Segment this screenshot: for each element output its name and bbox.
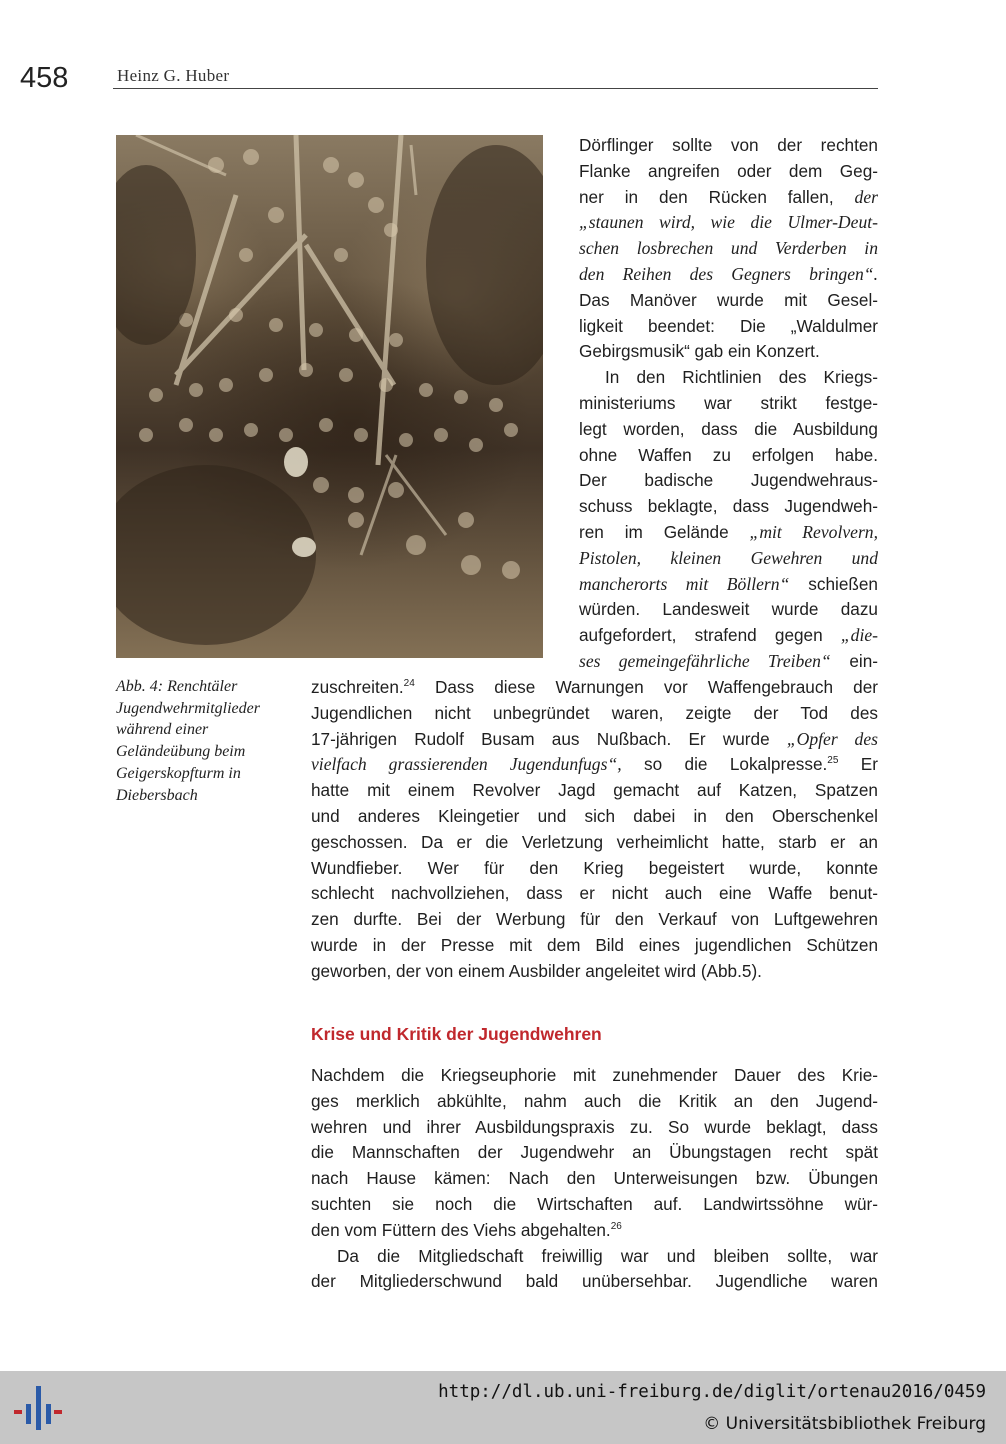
text-segment: ren im Gelände [579,521,729,542]
text-line: Nachdem die Kriegseuphorie mit zunehmender Dauer des Krie- [311,1065,878,1085]
ub-freiburg-logo-icon [12,1384,64,1432]
caption-line: Diebersbach [116,786,198,804]
text-line: schlecht nachvollziehen, dass er nicht auch eine Waffe benut- [311,883,878,904]
text-segment: aufgefordert, strafend gegen [579,625,823,646]
text-line: zen durfte. Bei der Werbung für den Verkauf von Luftgewehren [311,909,878,930]
footnote-ref: 24 [403,678,415,689]
text-line: Wundfieber. Wer für den Krieg begeistert wurde, konnte [311,857,878,878]
footer-copyright: © Universitätsbibliothek Freiburg [703,1414,986,1434]
text-segment: ner in den Rücken fallen, [579,186,834,207]
header-rule [113,88,878,89]
text-line: schuss beklagte, dass Jugendweh- [579,496,878,517]
text-line [311,675,878,701]
text-line: geworben, der von einem Ausbilder angeleitet wird (Abb.5). [311,960,762,981]
footer-url-link[interactable]: http://dl.ub.uni-freiburg.de/diglit/ortenau2016/0459 [438,1382,986,1402]
quote-line: schen losbrechen und Verderben in [579,238,878,259]
text-segment: ein- [849,650,878,671]
quote-line: „staunen wird, wie die Ulmer-Deut- [579,212,878,233]
quote-text: ses gemeingefährliche Treiben“ [579,650,831,671]
text-line: würden. Landesweit wurde dazu [579,599,878,620]
text-line: Das Manöver wurde mit Gesel- [579,289,878,310]
footnote-ref: 25 [827,755,839,767]
text-line [579,185,878,211]
quote-text: vielfach grassierenden Jugendunfugs“, [311,754,622,775]
page-number: 458 [20,62,69,94]
text-segment: 17-jährigen Rudolf Busam aus Nußbach. Er wurde [311,728,770,749]
text-line: die Mannschaften der Jugendwehr an Übungstagen recht spät [311,1142,878,1163]
text-line [579,572,878,598]
text-line [311,1218,878,1244]
text-line: ges merklich abkühlte, nahm auch die Kritik an den Jugend- [311,1090,878,1111]
figure-photo [116,135,543,658]
text-line: wurde in der Presse mit dem Bild eines jugendlichen Schützen [311,934,878,955]
text-line: In den Richtlinien des Kriegs- [605,367,878,388]
text-line: suchten sie noch die Wirtschaften auf. Landwirtssöhne wür- [311,1193,878,1214]
footnote-ref: 26 [610,1220,622,1232]
body-column-section [311,1063,878,1295]
text-segment: zuschreiten. [311,677,404,697]
caption-line: Jugendwehrmitglieder [116,699,260,717]
text-line [579,649,878,675]
text-line: Gebirgsmusik“ gab ein Konzert. [579,341,820,362]
quote-text: der [854,186,878,207]
quote-text: „mit Revolvern, [749,521,878,542]
text-line: hatte mit einem Revolver Jagd gemacht auf Katzen, Spatzen [311,780,878,801]
text-line: Dörflinger sollte von der rechten [579,135,878,155]
caption-line: während einer [116,721,209,739]
caption-line: Geigerskopfturm in [116,764,241,782]
text-line [579,623,878,649]
text-segment: Er [860,754,878,775]
text-line: wehren und ihrer Ausbildungspraxis zu. So wurde beklagt, dass [311,1116,878,1137]
text-line [311,752,878,778]
quote-text: „Opfer des [786,728,878,749]
text-line: und anderes Kleingetier und sich dabei in den Oberschenkel [311,805,878,826]
body-column-wide [311,675,878,985]
body-column-narrow [579,133,878,675]
caption-line: Abb. 4: Renchtäler [116,678,238,695]
historical-group-photo-icon [116,135,543,658]
text-line: ligkeit beendet: Die „Waldulmer [579,315,878,336]
quote-line: Pistolen, kleinen Gewehren und [579,547,878,568]
text-segment: den vom Füttern des Viehs abgehalten. [311,1219,611,1240]
text-line: Da die Mitgliedschaft freiwillig war und bleiben sollte, war [337,1245,878,1266]
text-line: nach Hause kämen: Nach den Unterweisungen bzw. Übungen [311,1168,878,1189]
quote-line: den Reihen des Gegners bringen“. [579,263,878,284]
quote-text: mancherorts mit Böllern“ [579,573,790,594]
section-heading: Krise und Kritik der Jugendwehren [311,1024,602,1044]
text-line: Jugendlichen nicht unbegründet waren, zeigte der Tod des [311,702,878,723]
text-line [579,520,878,546]
text-line: der Mitgliederschwund bald unübersehbar. Jugendliche waren [311,1271,878,1292]
running-head: Heinz G. Huber [117,66,230,85]
figure-caption [116,676,286,806]
text-line: ministeriums war strikt festge- [579,392,878,413]
quote-text: „die- [840,625,878,646]
text-line: Flanke angreifen oder dem Geg- [579,160,878,181]
text-line [311,727,878,753]
text-line: Der badische Jugendwehraus- [579,470,878,491]
text-segment: so die Lokalpresse. [644,754,828,775]
text-line: legt worden, dass die Ausbildung [579,418,878,439]
text-line: geschossen. Da er die Verletzung verheimlicht hatte, starb er an [311,831,878,852]
text-line: ohne Waffen zu erfolgen habe. [579,444,878,465]
text-segment: schießen [808,573,878,594]
text-segment: Dass diese Warnungen vor Waffengebrauch der [434,677,878,697]
caption-line: Geländeübung beim [116,743,246,761]
